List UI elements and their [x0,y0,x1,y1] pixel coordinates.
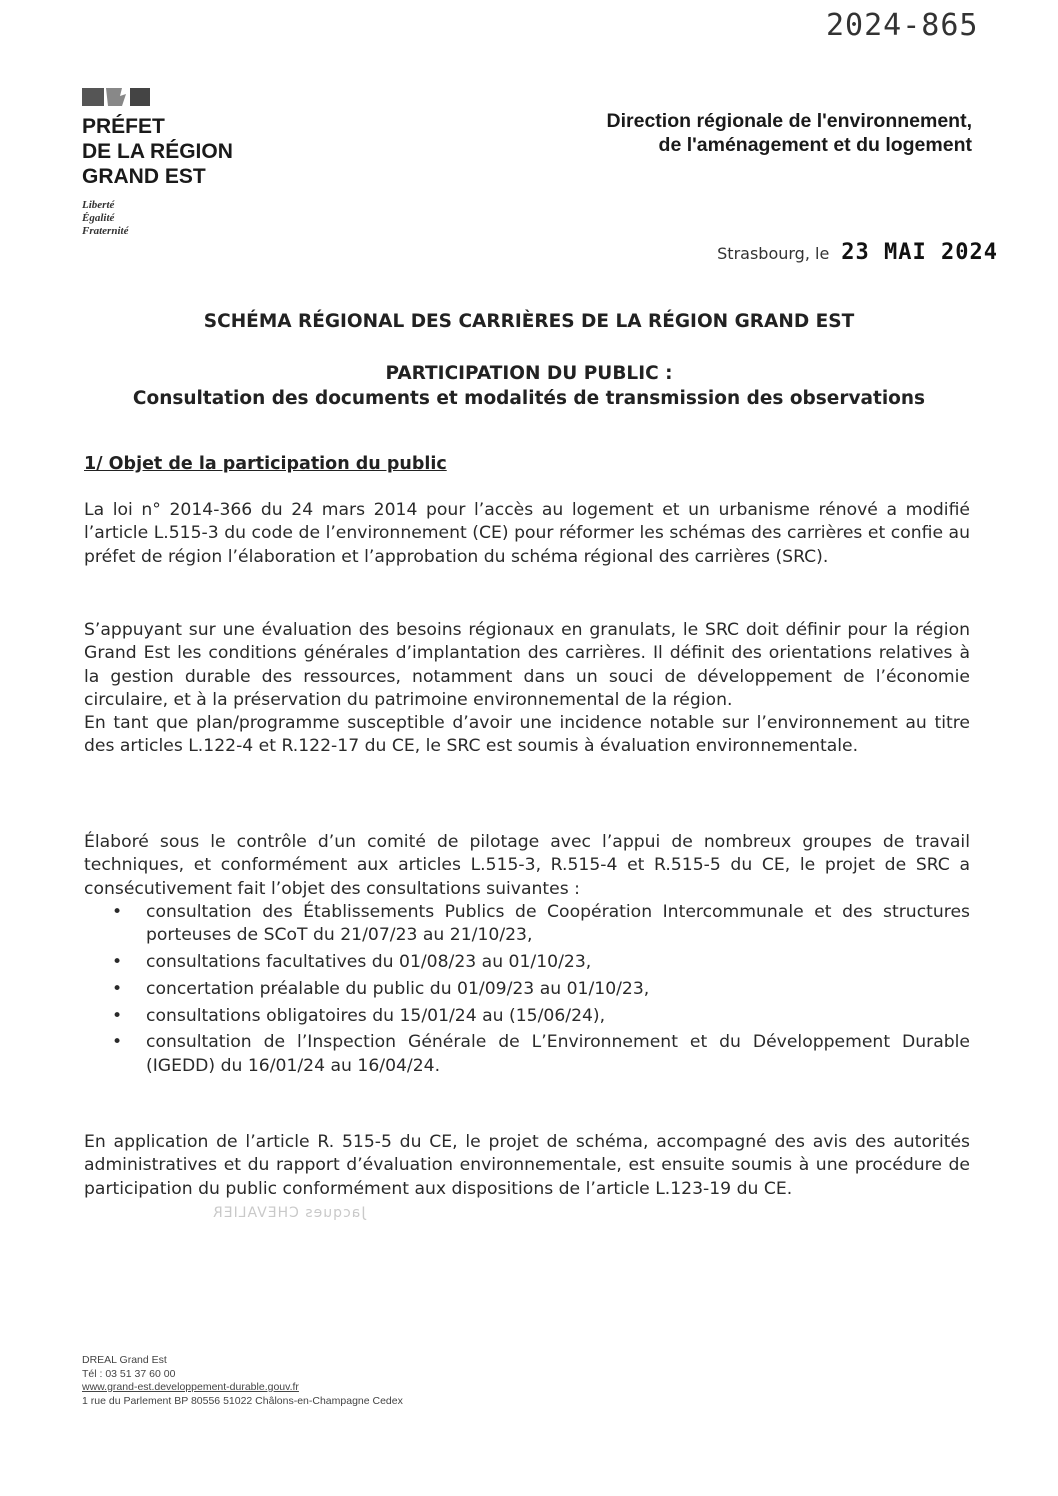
prefect-line: PRÉFET [82,115,165,138]
footer-address: 1 rue du Parlement BP 80556 51022 Châlons-en-Champagne Cedex [82,1394,403,1407]
list-item-text: concertation préalable du public du 01/09/23 au 01/10/23, [146,978,650,999]
footer-phone: Tél : 03 51 37 60 00 [82,1367,176,1380]
bullet-icon: • [112,978,123,999]
list-item-text: consultation de l’Inspection Générale de L’Environnement et du Développement Durable (IGEDD) du 16/01/24 au 16/04/24. [146,1032,970,1076]
footer-contact [82,1354,403,1408]
document-title: SCHÉMA RÉGIONAL DES CARRIÈRES DE LA RÉGION GRAND EST [203,311,855,332]
list-item-text: consultation des Établissements Publics de Coopération Intercommunale et des structures porteuses de SCoT du 21/07/23 au 21/10/23, [146,901,970,946]
marianne-logo-icon [82,84,152,108]
footer-website-link[interactable]: www.grand-est.developpement-durable.gouv.fr [82,1381,299,1393]
paragraph-text: La loi n° 2014-366 du 24 mars 2014 pour l’accès au logement et un urbanisme rénové a modifié l’article L.515-3 du code de l’environnement (CE) pour réformer les schémas des carrières et confie au préfet de région l’élaboration et l’approbation du schéma régional des carrières (SRC). [84,500,970,567]
motto-line: Égalité [82,212,115,224]
prefect-line: DE LA RÉGION [82,140,233,163]
bleed-through-signature: Jacques CHEVALIER [212,1205,366,1221]
paragraph-text: En application de l’article R. 515-5 du CE, le projet de schéma, accompagné des avis des autorités administratives et du rapport d’évaluation environnementale, est ensuite soumis à une procédure de participation du public conformément aux dispositions de l’article L.123-19 du CE. [84,1132,970,1199]
service-line: de l'aménagement et du logement [658,134,972,156]
paragraph-text: Élaboré sous le contrôle d’un comité de pilotage avec l’appui de nombreux groupes de travail techniques, et conformément aux articles L.515-3, R.515-4 et R.515-5 du CE, le projet de SRC a consécutivement fait l’objet des consultations suivantes : [84,832,970,899]
section-heading: 1/ Objet de la participation du public [84,454,447,474]
service-name [607,109,972,157]
list-item [84,951,970,974]
service-line: Direction régionale de l'environnement, [606,110,972,132]
consultations-list [84,901,970,1078]
document-subtitle-detail: Consultation des documents et modalités de transmission des observations [132,388,926,409]
list-item [84,978,970,1001]
list-item [84,1005,970,1028]
list-item-text: consultations obligatoires du 15/01/24 au (15/06/24), [146,1005,606,1026]
prefect-title [82,114,282,189]
bullet-icon: • [112,901,123,922]
prefect-line: GRAND EST [82,165,206,188]
paragraph-with-list [84,831,970,1081]
republic-motto [82,199,282,238]
list-item [84,1031,970,1078]
bullet-icon: • [112,951,123,972]
paragraph-text: S’appuyant sur une évaluation des besoins régionaux en granulats, le SRC doit définir pour la région Grand Est les conditions générales d’implantation des carrières. Il définit des orientations relatives à la gestion durable des ressources, notamment dans un souci de développement de l’économie circulaire, et à la préservation du patrimoine environnemental de la région. [84,620,970,710]
list-item [84,901,970,948]
date-stamp: 23 MAI 2024 [841,240,998,265]
dateline [717,240,998,265]
paragraph [84,499,970,569]
bullet-icon: • [112,1032,123,1053]
motto-line: Liberté [82,199,115,211]
prefecture-logo-block [82,84,282,238]
bullet-icon: • [112,1005,123,1026]
paragraph [84,1131,970,1201]
city-label: Strasbourg, le [717,244,830,263]
document-subtitle: PARTICIPATION DU PUBLIC : [385,363,673,384]
paragraph [84,619,970,759]
footer-org: DREAL Grand Est [82,1354,167,1366]
paragraph-text: En tant que plan/programme susceptible d’avoir une incidence notable sur l’environnement au titre des articles L.122-4 et R.122-17 du CE, le SRC est soumis à évaluation environnementale. [84,713,970,757]
motto-line: Fraternité [82,225,129,237]
list-item-text: consultations facultatives du 01/08/23 au 01/10/23, [146,951,592,972]
handwritten-reference-number: 2024-865 [826,8,979,43]
